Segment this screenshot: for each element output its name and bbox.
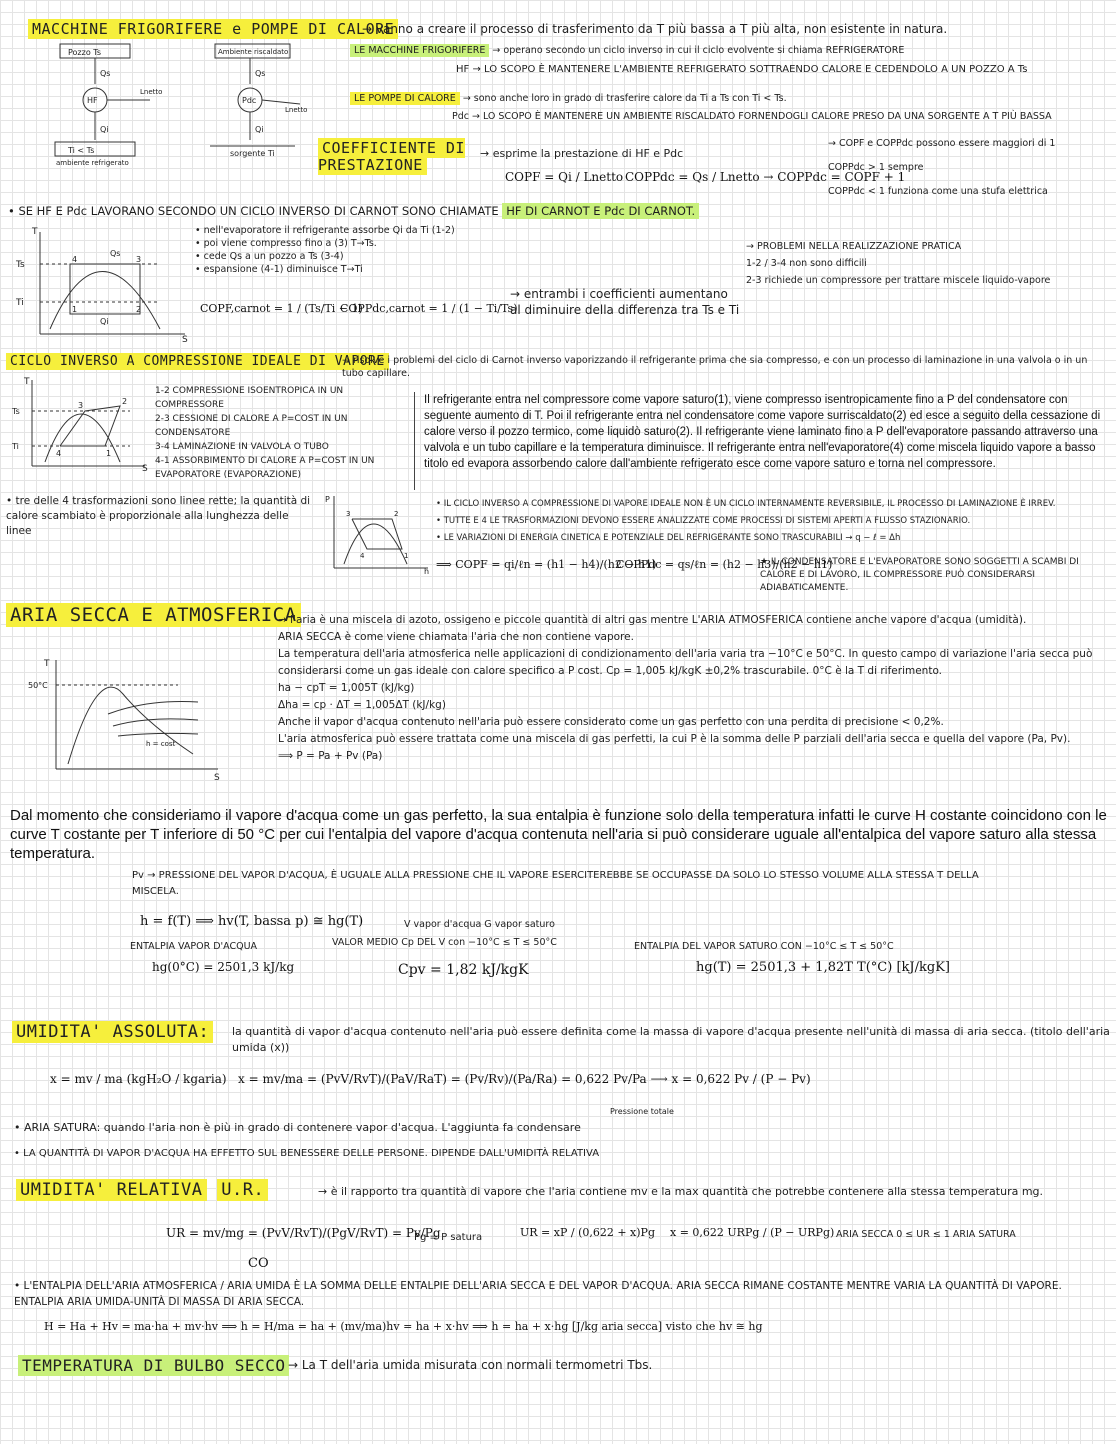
pdc-lavoro-label: Lnetto [285,106,308,114]
cop-pdc-formula: COPPdc = Qs / Lnetto → COPPdc = COPF + 1 [625,170,906,184]
vapore-ph-graph [322,494,432,574]
umid-ass-desc: la quantità di vapor d'acqua contenuto nell'aria può essere definita come la massa di vapore d'acqua presente nell'unità di massa di aria secca. (titolo dell'aria umida (x)) [232,1025,1110,1054]
umid-ass-b1: • ARIA SATURA: quando l'aria non è più in grado di contenere vapor d'acqua. L'aggiunta fa condensare [14,1121,581,1134]
aria-title: ARIA SECCA E ATMOSFERICA [6,604,301,626]
cop-note-1: → COPF e COPPdc possono essere maggiori di 1 [828,138,1056,149]
pdc-text: → sono anche loro in grado di trasferire calore da Ti a Ts con Ti < Ts. [462,93,787,104]
aria-graph-curve: h = cost [146,740,176,748]
hf-top-label: Pozzo Ts [68,48,101,57]
carnot-graph-ti: Ti [16,298,24,308]
hf-bottom-box [55,142,135,156]
carnot-step-3: • cede Qs a un pozzo a Ts (3-4) [195,251,344,262]
vapore-cop-pdc: COPPdc = qs/ℓn = (h2 − h3)/(h2 − h1) [616,558,833,571]
umid-rel-f4: x = 0,622 URPg / (P − URPg) [670,1226,835,1239]
pressione-col2-val: Cpv = 1,82 kJ/kgK [398,962,529,978]
vapore-graph1-p2: 2 [122,397,128,406]
pressione-eq1: h = f(T) ⟹ hv(T, bassa p) ≅ hg(T) [140,914,364,929]
vapore-cop-f: ⟹ COPF = qi/ℓn = (h1 − h4)/(h2 − h1) [436,558,657,571]
section-intro: → vanno a creare il processo di trasferimento da T più bassa a T più alta, non esistente in natura. [362,22,948,36]
mf-label: LE MACCHINE FRIGORIFERE [350,44,489,57]
vapore-title: CICLO INVERSO A COMPRESSIONE IDEALE DI VAPORE [6,354,389,369]
hf-bottom-sublabel: ambiente refrigerato [56,159,129,167]
vapore-ts-graph [10,376,150,472]
pdc-block [350,92,1110,105]
umid-ass-f1: x = mv / ma (kgH₂O / kgaria) [50,1072,227,1086]
umid-ass-ptot: Pressione totale [610,1107,674,1116]
vapore-step-3: 3-4 LAMINAZIONE IN VALVOLA O TUBO [155,442,329,452]
aria-graph-x: S [214,773,220,783]
vapore-bullet-2: • TUTTE E 4 LE TRASFORMAZIONI DEVONO ESSERE ANALIZZATE COME PROCESSI DI SISTEMI APERTI A FLUSSO STAZIONARIO. [436,516,971,526]
mf-block [350,44,1110,57]
pdc-qs-label: Qs [255,69,266,78]
umid-rel-f2: Pg = P satura [414,1232,483,1243]
aria-line-4: ha − cpT = 1,005T (kJ/kg) [278,682,415,694]
pressione-line: Pv → PRESSIONE DEL VAPOR D'ACQUA, È UGUALE ALLA PRESSIONE CHE IL VAPORE ESERCITEREBBE SE OCCUPASSE DA SOLO LO STESSO VOLUME ALLA STESSA T DELLA MISCELA. [132,870,979,897]
carnot-intro-text: • SE HF E Pdc LAVORANO SECONDO UN CICLO INVERSO DI CARNOT SONO CHIAMATE [8,204,499,218]
aria-ts-graph [28,654,228,784]
vapore-graph1-p4: 4 [56,449,62,458]
vapore-graph2-p1: 1 [404,552,409,560]
bulbo-title: TEMPERATURA DI BULBO SECCO [18,1356,289,1375]
carnot-intro [8,204,1108,219]
aria-line-1: → l'aria è una miscela di azoto, ossigeno e piccole quantità di altri gas mentre L'ARIA ATMOSFERICA contiene anche vapore d'acqua (umidità). [278,614,1027,626]
cop-note-3: COPPdc < 1 funziona come una stufa elettrica [828,186,1048,197]
aria-line-6: Anche il vapor d'acqua contenuto nell'aria può essere considerato come un gas perfetto con una perdita di precisione < 0,2%. [278,716,944,728]
vapore-bullet-1: • IL CICLO INVERSO A COMPRESSIONE DI VAPORE IDEALE NON È UN CICLO INTERNAMENTE REVERSIBILE, IL PROCESSO DI LAMINAZIONE È IRREV. [436,499,1056,509]
vapore-cond-note: ★ IL CONDENSATORE E L'EVAPORATORE SONO SOGGETTI A SCAMBI DI CALORE E DI LAVORO, IL COMPRESSORE PUÒ CONSIDERARSI ADIABATICAMENTE. [760,557,1079,593]
carnot-cop-pdc: COPPdc,carnot = 1 / (1 − Ti/Ts) [340,302,518,315]
carnot-highlight: HF DI CARNOT E Pdc DI CARNOT. [502,203,699,219]
umid-ass-f2: x = mv/ma = (PvV/RvT)/(PaV/RaT) = (Pv/Rv)/(Pa/Ra) = 0,622 Pv/Pa ⟶ x = 0,622 Pv / (P − Pv) [238,1072,811,1086]
pressione-eq1-note: V vapor d'acqua G vapor saturo [404,919,555,930]
cop-note-2: COPPdc > 1 sempre [828,162,924,173]
aria-line-2: ARIA SECCA è come viene chiamata l'aria che non contiene vapore. [278,631,634,643]
carnot-problems [746,238,1106,289]
carnot-cop-f: COPF,carnot = 1 / (Ts/Ti − 1) [200,302,363,315]
hf-lavoro-label: Lnetto [140,88,163,96]
umid-rel-f3: UR = xP / (0,622 + x)Pg [520,1226,655,1239]
hf-qs-label: Qs [100,69,111,78]
carnot-graph-ts: Ts [16,260,25,270]
aria-line-3: La temperatura dell'aria atmosferica nelle applicazioni di condizionamento dell'aria varia tra −10°C e 50°C. In questo campo di variazione l'aria secca può considerarsi come un gas ideale con calore specifico a P cost. Cp = 1,005 kJ/kgK ±0,2% trascurabile. 0°C è la T di riferimento. [278,648,1093,677]
pressione-col3-label: ENTALPIA DEL VAPOR SATURO CON −10°C ≤ T ≤ 50°C [634,941,894,952]
aria-lines [278,612,1112,765]
carnot-graph-p1: 1 [72,305,78,314]
vapore-bullets [436,496,1111,547]
umid-rel-abbr: U.R. [217,1179,268,1201]
carnot-graph-x: S [182,335,188,345]
vapore-graph1-t1: Ts [12,407,20,416]
pressione-col1-val: hg(0°C) = 2501,3 kJ/kg [152,960,295,974]
vapore-step-1: 1-2 COMPRESSIONE ISOENTROPICA IN UN COMPRESSORE [155,386,344,410]
carnot-graph-p2: 2 [136,305,142,314]
cop-desc: → esprime la prestazione di HF e Pdc [480,147,684,160]
umid-rel-f6: CO [248,1256,269,1271]
pressione-col2-label: VALOR MEDIO Cp DEL V con −10°C ≤ T ≤ 50°C [332,937,557,948]
pdc-label: LE POMPE DI CALORE [350,92,460,105]
umid-ass-b2: • LA QUANTITÀ DI VAPOR D'ACQUA HA EFFETTO SUL BENESSERE DELLE PERSONE. DIPENDE DALL'UMIDITÀ RELATIVA [14,1148,600,1159]
vapore-step-4: 4-1 ASSORBIMENTO DI CALORE A P=COST IN UN EVAPORATORE (EVAPORAZIONE) [155,456,375,480]
carnot-ts-graph [10,224,190,344]
umid-rel-title: UMIDITA' RELATIVA U.R. [16,1180,268,1200]
cop-title: COEFFICIENTE DI PRESTAZIONE [318,139,465,174]
hf-machine-label: HF [87,96,98,105]
umid-rel-desc: → è il rapporto tra quantità di vapore che l'aria contiene mv e la max quantità che potrebbe contenere alla stessa temperatura mg. [318,1185,1044,1198]
entalpia-typed-paragraph: Dal momento che consideriamo il vapore d'acqua come un gas perfetto, la sua entalpia è funzione solo della temperatura infatti le curve H costante coincidono con le curve T costante per T inferiore di 50 °C per cui l'entalpia del vapore d'acqua contenuta nell'aria si può considerare uguale all'entalpica del vapore saturo alla stessa temperatura. [10,807,1107,862]
hf-diagram [40,42,200,172]
aria-line-8: ⟹ P = Pa + Pv (Pa) [278,750,383,762]
carnot-step-4: • espansione (4-1) diminuisce T→Ti [195,264,363,275]
pdc-scope: Pdc → LO SCOPO È MANTENERE UN AMBIENTE RISCALDATO FORNENDOGLI CALORE PRESO DA UNA SORGENTE A T PIÙ BASSA [452,111,1052,122]
aria-graph-y: T [44,659,50,669]
vapore-graph2-y: P [325,495,330,504]
carnot-cop-note: → entrambi i coefficienti aumentano al diminuire della differenza tra Ts e Ti [510,287,740,317]
vapore-graph2-x: h [424,567,430,576]
carnot-step-1: • nell'evaporatore il refrigerante assorbe Qi da Ti (1-2) [195,225,455,236]
vapore-bullet-3: • LE VARIAZIONI DI ENERGIA CINETICA E POTENZIALE DEL REFRIGERANTE SONO TRASCURABILI → q − ℓ = Δh [436,533,901,543]
vapore-graph1-p3: 3 [78,401,84,410]
aria-line-5: Δha = cp · ΔT = 1,005ΔT (kJ/kg) [278,699,446,711]
vapore-intro: → risolve i problemi del ciclo di Carnot inverso vaporizzando il refrigerante prima che sia compresso, e con un processo di laminazione in una valvola o in un tubo capillare. [342,355,1088,379]
umid-rel-eq: H = Ha + Hv = ma·ha + mv·hv ⟹ h = H/ma = ha + (mv/ma)hv = ha + x·hv ⟹ h = ha + x·hg [J/kg aria secca] visto che hv ≅ hg [44,1320,763,1333]
vapore-graph2-p2: 2 [394,510,399,518]
pressione-col3-val: hg(T) = 2501,3 + 1,82T T(°C) [kJ/kgK] [696,960,950,975]
hf-scope: HF → LO SCOPO È MANTENERE L'AMBIENTE REFRIGERATO SOTTRAENDO CALORE E CEDENDOLO A UN POZZO A Ts [456,64,1028,75]
hf-qi-label: Qi [100,125,109,134]
vapore-graph1-x: S [142,464,148,474]
pdc-top-label: Ambiente riscaldato [218,48,289,56]
carnot-graph-y: T [32,227,38,237]
vapore-typed-paragraph: Il refrigerante entra nel compressore come vapore saturo(1), viene compresso isentropicamente fino a P del condensatore con seguente aumento di T. Poi il refrigerante entra nel condensatore come vapore surriscaldato(2) ed esce a seguito della cessazione di calore verso il pozzo termico, come liquidò saturo(2). Il refrigerante viene laminato fino a P dell'evaporatore passando attraverso una valvola e un tubo capillare e la temperatura diminuisce. Il refrigerante entra nell'evaporatore(4) come miscela liquido vapore a basso titolo ed evapora assorbendo calore dall'ambiente refrigerato esce come vapore saturo e torna nel compressore. [424,394,1101,470]
carnot-problem-3: 2-3 richiede un compressore per trattare miscele liquido-vapore [746,275,1051,286]
mf-text: → operano secondo un ciclo inverso in cui il ciclo evolvente si chiama REFRIGERATORE [492,45,905,56]
carnot-graph-p3: 3 [136,255,142,264]
carnot-step-2: • poi viene compresso fino a (3) T→Ts. [195,238,377,249]
vapore-graph1-p1: 1 [106,449,112,458]
cop-hf-formula: COPF = Qi / Lnetto [505,170,624,184]
bulbo-desc: → La T dell'aria umida misurata con normali termometri Tbs. [288,1358,653,1372]
hf-bottom-label: Ti < Ts [68,146,95,155]
pdc-qi-label: Qi [255,125,264,134]
cop-notes [828,132,1108,204]
section-title-macchine: MACCHINE FRIGORIFERE e POMPE DI CALORE [28,20,398,38]
pdc-machine-label: Pdc [242,96,257,105]
aria-line-7: L'aria atmosferica può essere trattata come una miscela di gas perfetti, la cui P è la somma delle P parziali dell'aria secca e quella del vapore (Pa, Pv). [278,733,1071,745]
carnot-graph-qi: Qi [100,317,109,326]
carnot-graph-p4: 4 [72,255,78,264]
umid-rel-b1: • L'ENTALPIA DELL'ARIA ATMOSFERICA / ARIA UMIDA È LA SOMMA DELLE ENTALPIE DELL'ARIA SECCA E DEL VAPOR D'ACQUA. ARIA SECCA RIMANE COSTANTE MENTRE VARIA LA QUANTITÀ DI VAPORE. ENTALPIA ARIA UMIDA-UNITÀ DI MASSA DI ARIA SECCA. [14,1280,1062,1308]
carnot-steps [195,224,555,276]
pressione-col1-label: ENTALPIA VAPOR D'ACQUA [130,941,258,952]
umid-ass-title: UMIDITA' ASSOLUTA: [12,1022,213,1042]
pdc-bottom-label: sorgente Ti [230,149,275,158]
carnot-problem-1: → PROBLEMI NELLA REALIZZAZIONE PRATICA [746,241,962,252]
vapore-steps [155,384,400,482]
vapore-graph2-p3: 3 [346,510,351,518]
vapore-graph2-p4: 4 [360,552,365,560]
carnot-problem-2: 1-2 / 3-4 non sono difficili [746,258,867,269]
aria-graph-tick: 50°C [28,681,48,690]
vapore-step-2: 2-3 CESSIONE DI CALORE A P=COST IN UN CONDENSATORE [155,414,348,438]
divider-line [414,392,415,490]
umid-rel-f5: ARIA SECCA 0 ≤ UR ≤ 1 ARIA SATURA [836,1229,1016,1240]
carnot-graph-qs: Qs [110,249,121,258]
vapore-graph1-y: T [24,377,30,387]
vapore-left-note: • tre delle 4 trasformazioni sono linee rette; la quantità di calore scambiato è proporzionale alla lunghezza delle linee [6,495,311,537]
vapore-graph1-t2: Ti [12,442,19,451]
umid-rel-f1: UR = mv/mg = (PvV/RvT)/(PgV/RvT) = Pv/Pg [166,1226,441,1240]
